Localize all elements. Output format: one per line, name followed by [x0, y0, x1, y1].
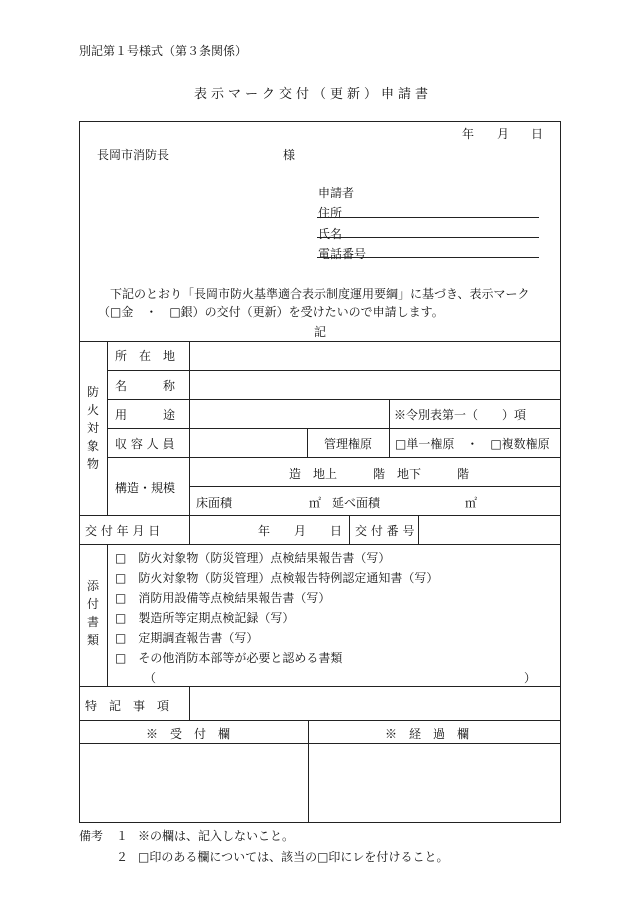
remark-number: ２ [116, 850, 129, 864]
capacity-label: 収 容 人 員 [115, 437, 175, 451]
date-day-label: 日 [531, 127, 544, 141]
attachment-item[interactable]: □ 製造所等定期点検記録（写） [115, 611, 295, 625]
addressee-honorific: 様 [283, 148, 296, 162]
remark-text: ※の欄は、記入しないこと。 [138, 829, 295, 843]
remark-text: □印のある欄については、該当の□印にレを付けること。 [138, 850, 449, 864]
applicant-address-label: 住所 [318, 206, 343, 220]
structure-floors-field[interactable]: 造 地上 階 地下 階 [289, 467, 470, 481]
capacity-field[interactable] [191, 429, 305, 456]
target-group-label: 防火対象物 [86, 385, 99, 471]
attachments-group-label: 添付書類 [86, 579, 99, 647]
issue-date-label: 交 付 年 月 日 [85, 524, 161, 538]
total-area-label: 延べ面積 [332, 496, 381, 510]
request-text-line2: （□金 ・ □銀）の交付（更新）を受けたいので申請します。 [98, 305, 444, 319]
attachment-item[interactable]: □ その他消防本部等が必要と認める書類 [115, 651, 343, 665]
addressee-chief: 長岡市消防長 [97, 148, 170, 162]
notes-label: 特 記 事 項 [85, 699, 170, 713]
applicant-name-field[interactable] [317, 237, 539, 238]
issue-number-label: 交 付 番 号 [355, 524, 415, 538]
request-text-line1: 下記のとおり「長岡市防火基準適合表示制度運用要綱」に基づき、表示マーク [110, 287, 530, 301]
date-month-label: 月 [497, 127, 510, 141]
remarks-label: 備考 [79, 829, 104, 843]
structure-label: 構造・規模 [115, 481, 176, 495]
location-field[interactable] [191, 342, 559, 369]
name-field[interactable] [191, 371, 559, 398]
issue-number-field[interactable] [420, 516, 559, 543]
applicant-phone-field[interactable] [317, 257, 539, 258]
other-docs-paren-close: ） [524, 671, 537, 685]
notes-field[interactable] [191, 687, 559, 719]
applicant-phone-label: 電話番号 [318, 247, 367, 261]
applicant-address-field[interactable] [317, 217, 539, 218]
appendix-field[interactable]: ※令別表第一（ ）項 [394, 408, 527, 422]
ki-label: 記 [314, 325, 327, 339]
date-year-label: 年 [462, 127, 475, 141]
location-label: 所 在 地 [115, 349, 176, 363]
page-title: 表示マーク交付（更新）申請書 [194, 87, 433, 102]
total-area-unit: ㎡ [465, 496, 478, 510]
remark-number: １ [116, 829, 129, 843]
management-label: 管理権原 [324, 437, 373, 451]
progress-label: ※ 経 過 欄 [385, 727, 470, 741]
attachment-item[interactable]: □ 防火対象物（防災管理）点検結果報告書（写） [115, 551, 391, 565]
floor-area-unit: ㎡ [309, 496, 322, 510]
floor-area-label: 床面積 [196, 496, 233, 510]
attachment-item[interactable]: □ 消防用設備等点検結果報告書（写） [115, 591, 331, 605]
issue-date-field[interactable]: 年 月 日 [258, 524, 343, 538]
management-options[interactable]: □単一権原 ・ □複数権原 [395, 437, 550, 451]
attachment-item[interactable]: □ 定期調査報告書（写） [115, 631, 259, 645]
other-docs-paren-open: （ [144, 671, 157, 685]
name-label: 名 称 [115, 379, 176, 393]
use-field[interactable] [191, 400, 387, 427]
applicant-name-label: 氏名 [318, 227, 343, 241]
form-number: 別記第１号様式（第３条関係） [79, 44, 248, 58]
applicant-heading: 申請者 [318, 186, 355, 200]
reception-label: ※ 受 付 欄 [146, 727, 231, 741]
attachment-item[interactable]: □ 防火対象物（防災管理）点検報告特例認定通知書（写） [115, 571, 439, 585]
use-label: 用 途 [115, 408, 176, 422]
